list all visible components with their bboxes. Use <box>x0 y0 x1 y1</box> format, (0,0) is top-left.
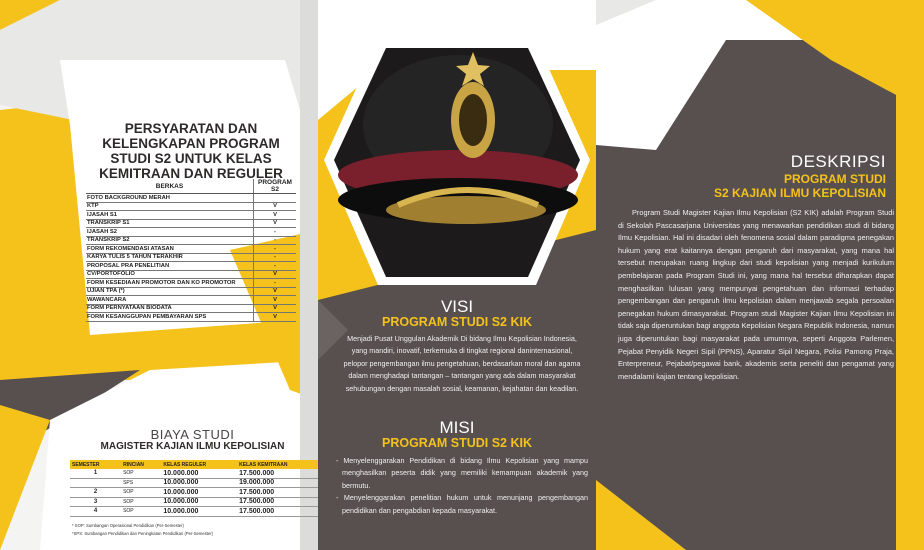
fee-title: BIAYA STUDI <box>150 427 235 442</box>
visi-heading: VISI <box>440 297 474 316</box>
requirement-item: WAWANCARA <box>86 296 254 305</box>
requirement-row <box>86 296 296 305</box>
col-berkas: BERKAS <box>86 179 254 194</box>
requirement-mark: - <box>254 279 297 288</box>
fee-col-semester: SEMESTER <box>70 460 121 469</box>
fee-col-kemitraan: KELAS KEMITRAAN <box>237 460 318 469</box>
fee-row <box>70 497 318 507</box>
description-body: Program Studi Magister Kajian Ilmu Kepolisian (S2 KIK) adalah Program Studi di Sekolah Pascasarjana Universitas yang menawarkan pendidikan studi di bidang Ilmu Kepolisian. Hal ini disadari oleh fenomena sosial dalam paradigma penegakan hukum yang erat kaitannya dengan pengaruh dari masyarakat, yang mana hal tersebut merupakan ruang lingkup dari studi kepolisian yang menjadi kurikulum pembelajaran pada Program Studi ini, yang mana hal tersebut diharapkan dapat menghasilkan lulusan yang mempunyai pengetahuan dan informasi terhadap pengembangan dan pengaruh ilmu kepolisian dalam menjawab segala persoalan penegakan hukum dimasyarakat. Program studi Magister Kajian Ilmu Kepolisian ini tidak saja diperuntukan bagi anggota Kepolisian Negara Republik Indonesia, namun juga diperuntukan bagi masyarakat pada umumnya, seperti Anggota Parlemen, Pejabat Penyidik Negeri Sipil (PPNS), Aparatur Sipil Negara, Polisi Pamong Praja, Enterpreneur, Pejabat/pegawai bank, akademis serta peneliti dan pengamat yang mendalami kajian tentang kepolisian. <box>618 208 894 381</box>
fee-reguler: 10.000.000 <box>161 507 237 517</box>
misi-subheading: PROGRAM STUDI S2 KIK <box>381 436 532 450</box>
requirement-mark: - <box>254 262 297 271</box>
fee-table <box>70 460 318 517</box>
requirement-item: PROPOSAL PRA PENELITIAN <box>86 262 254 271</box>
misi-item: - Menyelenggarakan Pendidikan di bidang Ilmu Kepolisian yang mampu menghasilkan peserta didik yang memiliki kemampuan akademik yang bermutu. <box>336 456 588 490</box>
fee-rows <box>70 469 318 516</box>
requirement-item: FORM PERNYATAAN BIODATA <box>86 304 254 313</box>
fee-row <box>70 488 318 498</box>
requirement-row <box>86 219 296 228</box>
requirement-row <box>86 304 296 313</box>
requirement-row <box>86 270 296 279</box>
requirement-item: IJASAH S2 <box>86 228 254 237</box>
fee-row <box>70 507 318 517</box>
requirement-mark: - <box>254 245 297 254</box>
misi-heading: MISI <box>439 418 475 437</box>
fee-col-rincian: RINCIAN <box>121 460 161 469</box>
misi-list <box>336 455 588 517</box>
requirement-row <box>86 202 296 211</box>
panel-description <box>596 0 924 550</box>
misi-item: - Menyelenggarakan penelitian hukum untuk menunjang pengembangan pendidikan dan pengabdian kepada masyarakat. <box>336 493 588 515</box>
fee-rincian: SOP <box>121 497 161 507</box>
fee-rincian: SOP <box>121 488 161 498</box>
description-heading: DESKRIPSI <box>790 152 886 171</box>
requirement-row <box>86 262 296 271</box>
requirement-item: TRANSKRIP S2 <box>86 236 254 245</box>
fee-semester: 4 <box>70 507 121 517</box>
visi-subheading: PROGRAM STUDI S2 KIK <box>381 315 532 329</box>
requirement-row <box>86 194 296 203</box>
requirement-item: FOTO BACKGROUND MERAH <box>86 194 254 203</box>
requirement-item: KTP <box>86 202 254 211</box>
requirement-mark <box>254 194 297 203</box>
requirement-mark: V <box>254 270 297 279</box>
fee-reguler: 10.000.000 <box>161 488 237 498</box>
police-cap-photo <box>334 48 580 277</box>
requirement-item: UJIAN TPA (*) <box>86 287 254 296</box>
requirement-mark: V <box>254 211 297 220</box>
requirement-item: FORM KESEDIAAN PROMOTOR DAN KO PROMOTOR <box>86 279 254 288</box>
requirement-mark: - <box>254 228 297 237</box>
requirement-row <box>86 313 296 322</box>
fee-footnote-sps: *SPS: Sumbangan Pendidikan dan Peningkatan Pendidikan (Per-Semester) <box>72 531 214 536</box>
fee-reguler: 10.000.000 <box>161 497 237 507</box>
requirements-rows <box>86 194 296 322</box>
panel-visi-misi <box>318 0 596 550</box>
fee-kemitraan: 17.500.000 <box>237 469 318 478</box>
fee-semester: 3 <box>70 497 121 507</box>
requirement-item: FORM REKOMENDASI ATASAN <box>86 245 254 254</box>
requirement-item: TRANSKRIP S1 <box>86 219 254 228</box>
fee-reguler: 10.000.000 <box>161 469 237 478</box>
fee-row <box>70 478 318 488</box>
fee-semester: 1 <box>70 469 121 478</box>
requirement-mark: - <box>254 253 297 262</box>
requirement-mark: - <box>254 236 297 245</box>
requirement-row <box>86 236 296 245</box>
requirement-mark: V <box>254 219 297 228</box>
fee-semester <box>70 478 121 488</box>
requirements-table <box>86 179 296 322</box>
col-program: PROGRAM S2 <box>254 179 297 194</box>
fee-rincian: SOP <box>121 469 161 478</box>
requirement-row <box>86 287 296 296</box>
requirement-mark: V <box>254 313 297 322</box>
description-subheading-2: S2 KAJIAN ILMU KEPOLISIAN <box>713 186 886 200</box>
fee-subtitle: MAGISTER KAJIAN ILMU KEPOLISIAN <box>100 441 285 452</box>
requirement-item: KARYA TULIS 5 TAHUN TERAKHIR <box>86 253 254 262</box>
fee-rincian: SOP <box>121 507 161 517</box>
requirement-mark: V <box>254 296 297 305</box>
fee-kemitraan: 17.500.000 <box>237 497 318 507</box>
fee-rincian: SPS <box>121 478 161 488</box>
requirement-row <box>86 211 296 220</box>
requirement-row <box>86 228 296 237</box>
requirement-mark: V <box>254 287 297 296</box>
fee-semester: 2 <box>70 488 121 498</box>
requirement-item: FORM KESANGGUPAN PEMBAYARAN SPS <box>86 313 254 322</box>
visi-body: Menjadi Pusat Unggulan Akademik Di bidang Ilmu Kepolisian Indonesia, yang mandiri, inovatif, terkemuka di tingkat regional daninternasional, pelopor pengembangan ilmu pengetahuan, berdasarkan moral dan agama dalam menghadapi tantangan – tantangan yang ada dalam masyarakat sehubungan dengan masalah sosial, keamanan, kejahatan dan keadilan. <box>343 334 581 393</box>
requirement-mark: V <box>254 304 297 313</box>
requirements-title: PERSYARATAN DAN KELENGKAPAN PROGRAM STUDI S2 UNTUK KELAS KEMITRAAN DAN REGULER <box>99 121 283 181</box>
requirement-mark: V <box>254 202 297 211</box>
requirement-row <box>86 279 296 288</box>
fee-footnote-sop: * SOP: Sumbangan Operasional Pendidikan (Per-Semester) <box>72 523 184 528</box>
fee-col-reguler: KELAS REGULER <box>161 460 237 469</box>
description-subheading-1: PROGRAM STUDI <box>784 172 886 186</box>
fee-kemitraan: 17.500.000 <box>237 488 318 498</box>
fee-kemitraan: 19.000.000 <box>237 478 318 488</box>
fee-row <box>70 469 318 478</box>
requirement-row <box>86 253 296 262</box>
requirement-item: CV/PORTOFOLIO <box>86 270 254 279</box>
panel-requirements <box>0 0 318 550</box>
requirement-item: IJASAH S1 <box>86 211 254 220</box>
fee-kemitraan: 17.500.000 <box>237 507 318 517</box>
requirement-row <box>86 245 296 254</box>
fee-reguler: 10.000.000 <box>161 478 237 488</box>
